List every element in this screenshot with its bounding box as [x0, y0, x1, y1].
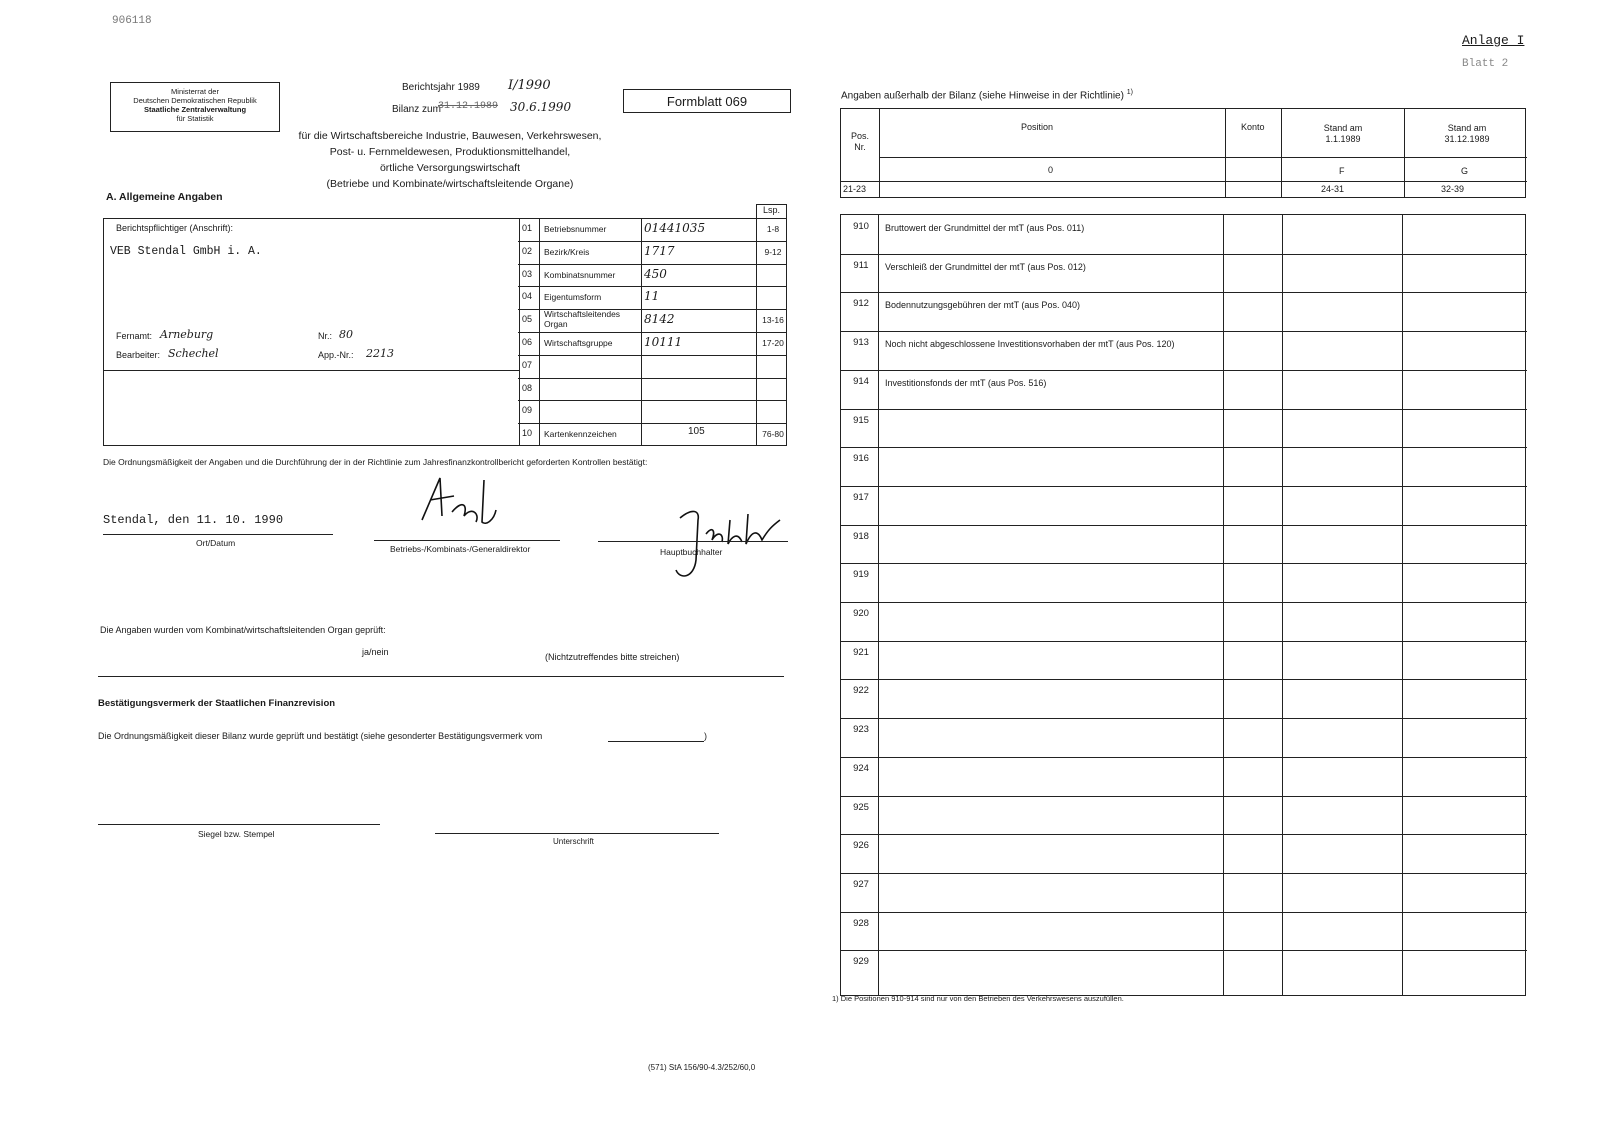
ort-datum-value: Stendal, den 11. 10. 1990	[103, 513, 284, 527]
position-text: Bodennutzungsgebühren der mtT (aus Pos. 040)	[885, 300, 1080, 311]
col-pos-nr: Pos. Nr.	[850, 131, 869, 152]
field-value: 11	[644, 289, 660, 304]
position-text: Bruttowert der Grundmittel der mtT (aus Pos. 011)	[885, 223, 1085, 233]
col-stand-1: Stand am 1.1.1989	[1323, 123, 1363, 144]
authority-line: Deutschen Demokratischen Republik	[133, 96, 257, 105]
row-number: 08	[522, 382, 533, 393]
stamp-number: 906118	[112, 15, 152, 27]
footnote-text: 1) Die Positionen 910-914 sind nur von den Betrieben des Verkehrswesens auszufüllen.	[832, 994, 1124, 1003]
field-value: 8142	[644, 312, 675, 327]
blatt-label: Blatt 2	[1462, 58, 1509, 70]
unterschrift-label: Unterschrift	[553, 837, 594, 846]
row-number: 05	[522, 314, 533, 325]
position-text: Verschleiß der Grundmittel der mtT (aus Pos. 012)	[885, 261, 1086, 272]
finanzrevision-text: Die Ordnungsmäßigkeit dieser Bilanz wurde geprüft und bestätigt (siehe gesonderter Bestätigungsvermerk vom	[98, 731, 543, 741]
berichtsjahr-label: Berichtsjahr 1989	[402, 82, 480, 93]
position-number: 919	[853, 569, 869, 581]
subtitle-line: Post- u. Fernmeldewesen, Produktionsmittelhandel,	[329, 146, 571, 158]
position-text: Noch nicht abgeschlossene Investitionsvorhaben der mtT (aus Pos. 120)	[885, 339, 1175, 350]
position-number: 914	[853, 375, 869, 387]
director-signature	[412, 470, 522, 540]
code-field-g: 32-39	[1441, 184, 1465, 194]
ort-datum-label: Ort/Datum	[196, 538, 236, 548]
lsp-value: 17-20	[762, 338, 784, 348]
position-number: 928	[853, 917, 869, 929]
offbalance-title	[841, 89, 1133, 101]
position-number: 921	[853, 646, 869, 658]
field-label: Kartenkennzeichen	[544, 429, 617, 440]
position-number: 920	[853, 608, 869, 619]
app-nr-value: 2213	[366, 347, 394, 360]
row-number: 03	[522, 268, 533, 279]
field-label: Bezirk/Kreis	[544, 246, 590, 257]
streichen-hint: (Nichtzutreffendes bitte streichen)	[545, 652, 680, 662]
nr-label: Nr.:	[318, 331, 333, 341]
position-number: 917	[853, 491, 869, 503]
fernamt-label: Fernamt:	[116, 331, 153, 341]
lsp-header: Lsp.	[756, 204, 787, 218]
bilanz-date: 30.6.1990	[510, 100, 572, 114]
position-number: 922	[853, 685, 869, 697]
bearbeiter-label: Bearbeiter:	[116, 350, 161, 360]
lsp-value: 1-8	[766, 224, 780, 234]
formblatt-box: Formblatt 069	[623, 89, 791, 113]
offbalance-title-text: Angaben außerhalb der Bilanz (siehe Hinweise in der Richtlinie)	[841, 90, 1124, 102]
field-label: Kombinatsnummer	[544, 269, 616, 280]
form-print-code: (571) StA 156/90-4.3/252/60,0	[648, 1063, 756, 1072]
lsp-value: 13-16	[762, 315, 784, 326]
lsp-value: 9-12	[764, 246, 782, 257]
bilanz-struck-date: 31.12.1989	[438, 101, 499, 112]
field-value: 1717	[644, 243, 675, 258]
offbalance-header-table	[840, 108, 1526, 198]
field-label: Eigentumsform	[544, 292, 602, 303]
code-field-a: 21-23	[843, 184, 867, 194]
row-number: 02	[522, 245, 533, 256]
position-number: 924	[853, 762, 869, 774]
position-number: 925	[853, 801, 869, 813]
field-value: 01441035	[644, 221, 706, 235]
direktor-label: Betriebs-/Kombinats-/Generaldirektor	[390, 544, 531, 554]
app-nr-label: App.-Nr.:	[318, 350, 354, 360]
authority-line: Staatliche Zentralverwaltung	[143, 105, 247, 114]
issuing-authority-box	[110, 82, 280, 132]
authority-line: für Statistik	[176, 114, 214, 123]
row-number: 01	[522, 223, 533, 233]
buchhalter-label: Hauptbuchhalter	[660, 547, 723, 557]
ja-nein-label: ja/nein	[362, 647, 389, 657]
berichtspflichtiger-label: Berichtspflichtiger (Anschrift):	[116, 223, 234, 233]
position-number: 910	[853, 221, 869, 232]
position-number: 911	[853, 259, 869, 271]
col-sub-g: G	[1461, 166, 1469, 176]
col-sub-f: F	[1339, 166, 1345, 176]
position-number: 913	[853, 337, 869, 349]
code-field-f: 24-31	[1321, 184, 1345, 194]
col-sub-0: 0	[1048, 165, 1054, 175]
field-value: 10111	[644, 335, 683, 349]
position-number: 918	[853, 530, 869, 542]
subtitle-line: für die Wirtschaftsbereiche Industrie, Bauwesen, Verkehrswesen,	[298, 130, 602, 142]
nr-value: 80	[339, 328, 353, 341]
confirmation-text: Die Ordnungsmäßigkeit der Angaben und die Durchführung der in der Richtlinie zum Jahresfinanzkontrollbericht geforderten Kontrollen bestätigt:	[103, 457, 648, 467]
siegel-label: Siegel bzw. Stempel	[198, 829, 275, 839]
field-value: 105	[688, 426, 705, 438]
subtitle-line: (Betriebe und Kombinate/wirtschaftsleitende Organe)	[326, 178, 574, 190]
kombinat-check-text: Die Angaben wurden vom Kombinat/wirtschaftsleitenden Organ geprüft:	[100, 625, 386, 635]
col-konto: Konto	[1241, 122, 1265, 132]
bilanz-label: Bilanz zum	[392, 104, 441, 115]
row-number: 10	[522, 428, 533, 439]
position-number: 916	[853, 453, 869, 465]
field-label: Wirtschaftsgruppe	[544, 338, 613, 348]
position-number: 927	[853, 878, 869, 890]
col-stand-2: Stand am 31.12.1989	[1444, 123, 1490, 144]
berichtsjahr-value: I/1990	[508, 78, 551, 93]
offbalance-positions-table	[840, 214, 1526, 996]
position-number: 929	[853, 956, 869, 968]
chief-accountant-signature	[672, 500, 792, 585]
footnote-marker: 1)	[1126, 89, 1133, 96]
berichtspflichtiger-value: VEB Stendal GmbH i. A.	[110, 245, 262, 258]
row-number: 09	[522, 405, 533, 416]
fernamt-value: Arneburg	[160, 328, 214, 341]
position-number: 923	[853, 724, 869, 736]
position-text: Investitionsfonds der mtT (aus Pos. 516)	[885, 377, 1047, 388]
report-subtitle	[270, 128, 630, 192]
subtitle-line: örtliche Versorgungswirtschaft	[379, 162, 521, 174]
field-label: Betriebsnummer	[544, 224, 607, 234]
position-number: 912	[853, 298, 869, 310]
position-number: 926	[853, 840, 869, 852]
row-number: 07	[522, 359, 533, 370]
row-number: 06	[522, 337, 533, 347]
bearbeiter-value: Schechel	[168, 347, 219, 360]
row-number: 04	[522, 291, 533, 302]
finanzrevision-heading: Bestätigungsvermerk der Staatlichen Finanzrevision	[98, 698, 336, 709]
col-position: Position	[1021, 122, 1054, 132]
lsp-value: 76-80	[762, 429, 784, 440]
section-a-heading: A. Allgemeine Angaben	[106, 191, 223, 203]
finanzrevision-closing: )	[704, 731, 707, 741]
field-value: 450	[644, 266, 667, 281]
position-number: 915	[853, 414, 869, 426]
authority-line: Ministerrat der	[171, 87, 219, 96]
field-label: Wirtschaftsleitendes Organ	[544, 309, 621, 330]
anlage-label: Anlage I	[1462, 33, 1525, 48]
